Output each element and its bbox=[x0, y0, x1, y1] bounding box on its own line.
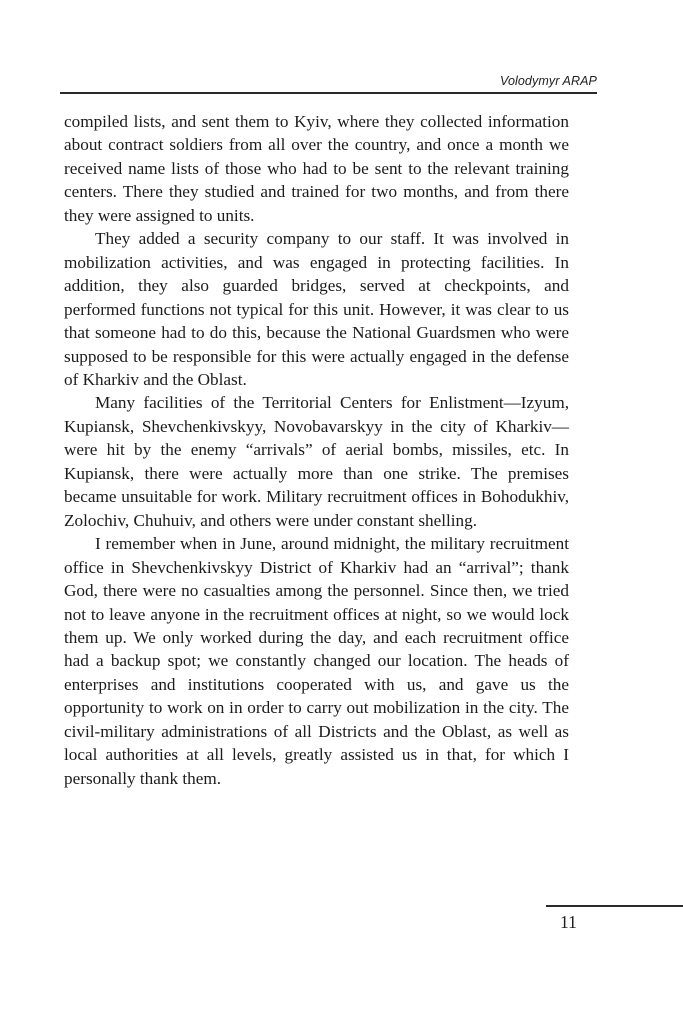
body-text bbox=[64, 110, 569, 790]
paragraph: I remember when in June, around midnight, the military recruitment office in Shevchenkivskyy District of Kharkiv had an “arrival”; thank God, there were no casualties among the personnel. Since then, we tried not to leave anyone in the recruitment offices at night, so we would lock them up. We only worked during the day, and each recruitment office had a backup spot; we constantly changed our location. The heads of enterprises and institutions cooperated with us, and gave us the opportunity to work on in order to carry out mobilization in the city. The civil-military administrations of all Districts and the Oblast, as well as local authorities at all levels, greatly assisted us in that, for which I personally thank them. bbox=[64, 534, 569, 788]
paragraph: Many facilities of the Territorial Centers for Enlistment—Izyum, Kupiansk, Shevchenkivskyy, Novobavarskyy in the city of Kharkiv—were hit by the enemy “arrivals” of aerial bombs, missiles, etc. In Kupiansk, there were actually more than one strike. The premises became unsuitable for work. Military recruitment offices in Bohodukhiv, Zolochiv, Chuhuiv, and others were under constant shelling. bbox=[64, 393, 569, 530]
page-number: 11 bbox=[560, 912, 577, 932]
footer-rule bbox=[546, 905, 683, 907]
paragraph: They added a security company to our staff. It was involved in mobilization activities, and was engaged in protecting facilities. In addition, they also guarded bridges, served at checkpoints, and performed functions not typical for this unit. However, it was clear to us that someone had to do this, because the National Guardsmen who were supposed to be responsible for this were actually engaged in the defense of Kharkiv and the Oblast. bbox=[64, 229, 569, 389]
running-head-author: Volodymyr ARAP bbox=[499, 74, 597, 88]
header-rule bbox=[60, 92, 597, 94]
paragraph-continued: compiled lists, and sent them to Kyiv, where they collected information about contract soldiers from all over the country, and once a month we received name lists of those who had to be sent to the relevant training centers. There they studied and trained for two months, and from there they were assigned to units. bbox=[64, 112, 569, 225]
